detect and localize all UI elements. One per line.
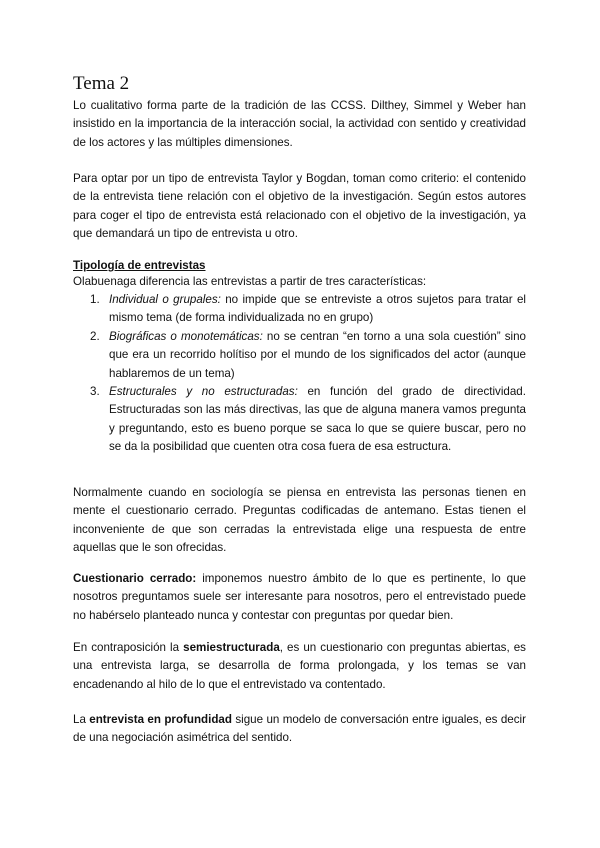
list-item-number: 1. bbox=[90, 293, 100, 306]
paragraph-text: sigue un modelo de conversación entre iguales, es decir de una negociación asimétrica del sentido. bbox=[73, 713, 526, 745]
paragraph-text: La bbox=[73, 713, 90, 726]
bold-term: Cuestionario cerrado: bbox=[73, 572, 197, 585]
paragraph-semistructured bbox=[73, 639, 526, 694]
typology-list bbox=[73, 291, 526, 457]
list-item-text: en función del grado de directividad. Estructuradas son las más directivas, las que de alguna manera vamos pregunta y preguntando, esto es bueno porque se saca lo que se quiere buscar, pero no se da la posibilidad que cuenten otra cosa fuera de esa estructura. bbox=[109, 385, 526, 454]
list-item bbox=[73, 383, 526, 457]
list-item-term: Biográficas o monotemáticas: bbox=[109, 329, 263, 343]
list-item-term: Individual o grupales: bbox=[109, 293, 221, 306]
paragraph-intro: Lo cualitativo forma parte de la tradición de las CCSS. Dilthey, Simmel y Weber han insistido en la importancia de la interacción social, la actividad con sentido y creatividad de los actores y las múltiples dimensiones. bbox=[73, 99, 526, 149]
bold-term: semiestructurada bbox=[183, 641, 280, 654]
paragraph-text: imponemos nuestro ámbito de lo que es pertinente, lo que nosotros preguntamos suele ser interesante para nosotros, pero el entrevistado puede no habérselo planteado nunca y contestar con preguntas por quedar bien. bbox=[73, 572, 526, 622]
bold-term: entrevista en profundidad bbox=[89, 713, 232, 726]
paragraph-text: En contraposición la bbox=[73, 641, 184, 654]
list-item-term: Estructurales y no estructuradas: bbox=[109, 385, 298, 399]
paragraph-closed-questionnaire: Normalmente cuando en sociología se piensa en entrevista las personas tienen en mente el cuestionario cerrado. Preguntas codificadas de antemano. Estas tienen el inconveniente de que son cerradas la entrevistada elige una respuesta de entre aquellas que le son ofrecidas. bbox=[73, 486, 526, 555]
paragraph-taylor-bogdan: Para optar por un tipo de entrevista Taylor y Bogdan, toman como criterio: el contenido de la entrevista tiene relación con el objetivo de la investigación. Según estos autores para coger el tipo de entrevista está relacionado con el objetivo de la investigación, ya que demandará un tipo de entrevista u otro. bbox=[73, 172, 526, 241]
list-item-number: 3. bbox=[90, 385, 100, 399]
list-item-text: no se centran “en torno a una sola cuestión” sino que era un recorrido holítiso por el mundo de los significados del actor (aunque hablaremos de un tema) bbox=[109, 329, 527, 380]
list-item bbox=[73, 291, 526, 328]
list-item-text: no impide que se entreviste a otros sujetos para tratar el mismo tema (de forma individualizada no en grupo) bbox=[109, 293, 526, 325]
paragraph-closed-definition bbox=[73, 570, 526, 625]
page-title: Tema 2 bbox=[73, 73, 130, 94]
list-item bbox=[73, 328, 526, 383]
section-heading-typology: Tipología de entrevistas bbox=[73, 259, 206, 272]
list-item-number: 2. bbox=[90, 329, 100, 343]
paragraph-text: , es un cuestionario con preguntas abiertas, es una entrevista larga, se desarrolla de forma prolongada, y los temas se van encadenando al hilo de lo que el entrevistado va contentado. bbox=[73, 641, 526, 691]
typology-intro: Olabuenaga diferencia las entrevistas a partir de tres características: bbox=[73, 275, 427, 288]
paragraph-in-depth bbox=[73, 711, 526, 748]
